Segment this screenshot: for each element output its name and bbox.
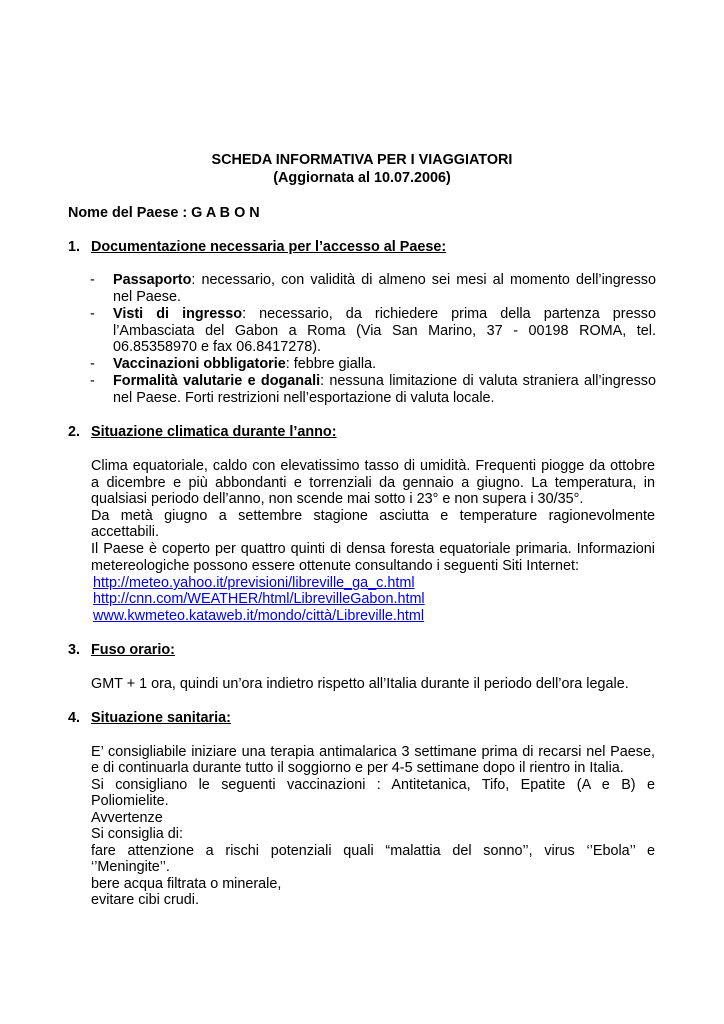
visti-text: : necessario, da richiedere prima della partenza presso [242, 306, 656, 322]
formalita-text-cont: nel Paese. Forti restrizioni nell’esportazione di valuta locale. [113, 390, 495, 406]
timezone-text: GMT + 1 ora, quindi un’ora indietro rispetto all’Italia durante il periodo dell’ora legale. [91, 676, 629, 692]
health-line: ‘’Meningite’’. [91, 859, 170, 875]
country-line [68, 205, 260, 222]
climate-line: a dicembre e più abbondanti e torrenziali da gennaio a giugno. La temperatura, in [91, 475, 655, 491]
health-line: Si consigliano le seguenti vaccinazioni : Antitetanica, Tifo, Epatite (A e B) e [91, 777, 655, 793]
passaporto-line [113, 272, 656, 289]
formalita-text: : nessuna limitazione di valuta straniera all’ingresso [320, 373, 656, 389]
section-1-number: 1. [68, 239, 81, 255]
climate-line: accettabili. [91, 524, 159, 540]
section-1-title: Documentazione necessaria per l’accesso al Paese: [91, 239, 447, 255]
climate-line: Da metà giugno a settembre stagione asciutta e temperature ragionevolmente [91, 508, 655, 524]
document-subtitle: (Aggiornata al 10.07.2006) [273, 170, 451, 186]
visti-term: Visti di ingresso [113, 306, 243, 322]
section-2-title: Situazione climatica durante l’anno: [91, 424, 337, 440]
health-line: Poliomielite. [91, 793, 169, 809]
vaccinazioni-text: : febbre gialla. [285, 356, 377, 372]
health-line: evitare cibi crudi. [91, 892, 199, 908]
formalita-line [113, 373, 656, 390]
section-3-number: 3. [68, 642, 81, 658]
vaccinazioni-line [113, 356, 376, 373]
climate-line: metereologiche possono essere ottenute consultando i seguenti Siti Internet: [91, 558, 579, 574]
climate-line: qualsiasi periodo dell’anno, non scende mai sotto i 23° e non supera i 30/35°. [91, 491, 584, 507]
health-line: fare attenzione a rischi potenziali quali “malattia del sonno’’, virus ‘’Ebola’’ e [91, 843, 655, 859]
climate-line: Clima equatoriale, caldo con elevatissimo tasso di umidità. Frequenti piogge da ottobre [91, 458, 655, 474]
weather-link-kwmeteo[interactable]: www.kwmeteo.kataweb.it/mondo/città/Libreville.html [93, 608, 425, 624]
section-3-title: Fuso orario: [91, 642, 175, 658]
health-line: bere acqua filtrata o minerale, [91, 876, 282, 892]
country-name: G A B O N [191, 205, 260, 221]
vaccinazioni-term: Vaccinazioni obbligatorie [113, 356, 286, 372]
visti-text-cont: l’Ambasciata del Gabon a Roma (Via San Marino, 37 - 00198 ROMA, tel. [113, 323, 656, 339]
country-label: Nome del Paese : [68, 205, 192, 221]
visti-line [113, 306, 656, 323]
weather-link-yahoo[interactable]: http://meteo.yahoo.it/previsioni/libreville_ga_c.html [93, 575, 415, 591]
health-line: Si consiglia di: [91, 826, 183, 842]
bullet-dash: - [90, 373, 95, 389]
health-line: E’ consigliabile iniziare una terapia antimalarica 3 settimane prima di recarsi nel Paese, [91, 744, 655, 760]
bullet-dash: - [90, 356, 95, 372]
health-line: e di continuarla durante tutto il soggiorno e per 4-5 settimane dopo il rientro in Italia. [91, 760, 624, 776]
formalita-term: Formalità valutarie e doganali [113, 373, 321, 389]
health-line: Avvertenze [91, 810, 163, 826]
bullet-dash: - [90, 306, 95, 322]
weather-link-cnn[interactable]: http://cnn.com/WEATHER/html/LibrevilleGabon.html [93, 591, 425, 607]
section-2-number: 2. [68, 424, 81, 440]
passaporto-text-cont: nel Paese. [113, 289, 182, 305]
visti-text-cont2: 06.85358970 e fax 06.8417278). [113, 339, 322, 355]
climate-line: Il Paese è coperto per quattro quinti di densa foresta equatoriale primaria. Informazioni [91, 541, 655, 557]
bullet-dash: - [90, 272, 95, 288]
document-title: SCHEDA INFORMATIVA PER I VIAGGIATORI [211, 152, 513, 168]
passaporto-text: : necessario, con validità di almeno sei mesi al momento dell’ingresso [191, 272, 656, 288]
passaporto-term: Passaporto [113, 272, 192, 288]
section-4-title: Situazione sanitaria: [91, 710, 231, 726]
section-4-number: 4. [68, 710, 81, 726]
